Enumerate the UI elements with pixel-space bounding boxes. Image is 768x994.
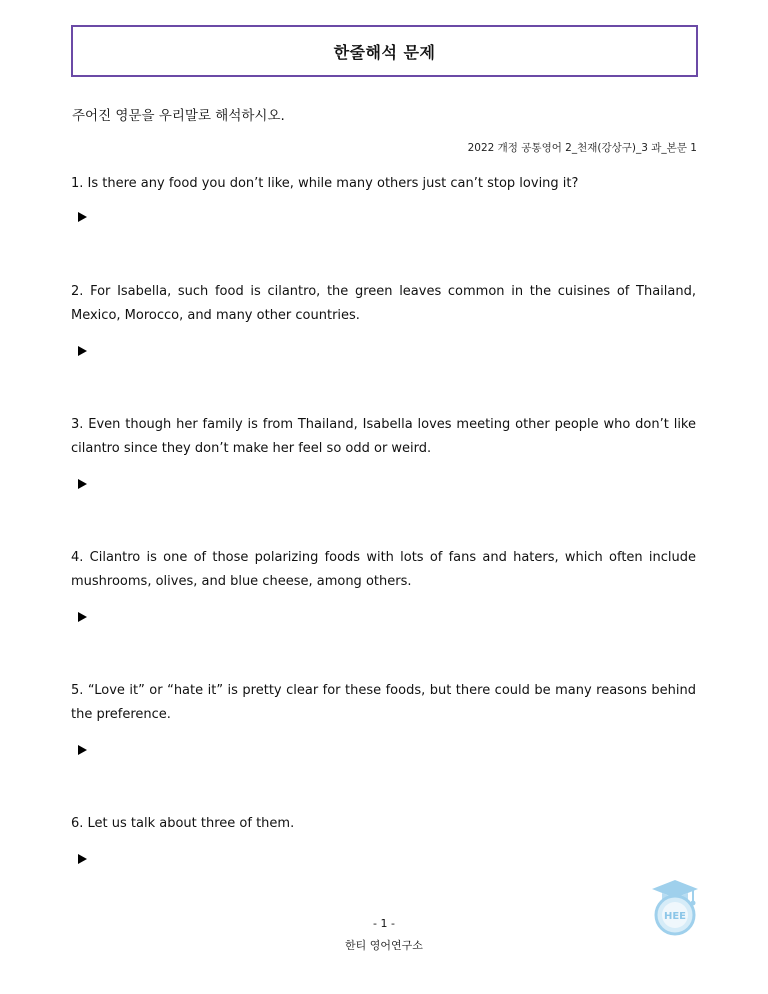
question-4: 4. Cilantro is one of those polarizing foods with lots of fans and haters, which often include mushrooms, olives, and blue cheese, among others. bbox=[71, 550, 696, 589]
logo-text: HEE bbox=[663, 911, 687, 922]
title-box bbox=[71, 25, 698, 77]
question-5: 5. “Love it” or “hate it” is pretty clear for these foods, but there could be many reasons behind the preference. bbox=[71, 683, 696, 722]
source-label: 2022 개정 공통영어 2_천재(강상구)_3 과_본문 1 bbox=[467, 142, 697, 154]
answer-arrow-icon bbox=[78, 479, 87, 489]
question-3: 3. Even though her family is from Thailand, Isabella loves meeting other people who don’t like cilantro since they don’t make her feel so odd or weird. bbox=[71, 417, 696, 456]
instruction-text: 주어진 영문을 우리말로 해석하시오. bbox=[72, 108, 285, 124]
answer-arrow-icon bbox=[78, 745, 87, 755]
page-title: 한줄해석 문제 bbox=[333, 42, 436, 62]
page-number: - 1 - bbox=[373, 917, 395, 930]
footer-org: 한티 영어연구소 bbox=[345, 939, 423, 952]
question-6: 6. Let us talk about three of them. bbox=[71, 816, 295, 831]
answer-arrow-icon bbox=[78, 612, 87, 622]
question-2: 2. For Isabella, such food is cilantro, the green leaves common in the cuisines of Thailand, Mexico, Morocco, and many other countries. bbox=[71, 284, 696, 323]
hee-logo-icon bbox=[648, 878, 702, 936]
answer-arrow-icon bbox=[78, 212, 87, 222]
question-1: 1. Is there any food you don’t like, while many others just can’t stop loving it? bbox=[71, 176, 579, 191]
answer-arrow-icon bbox=[78, 346, 87, 356]
answer-arrow-icon bbox=[78, 854, 87, 864]
